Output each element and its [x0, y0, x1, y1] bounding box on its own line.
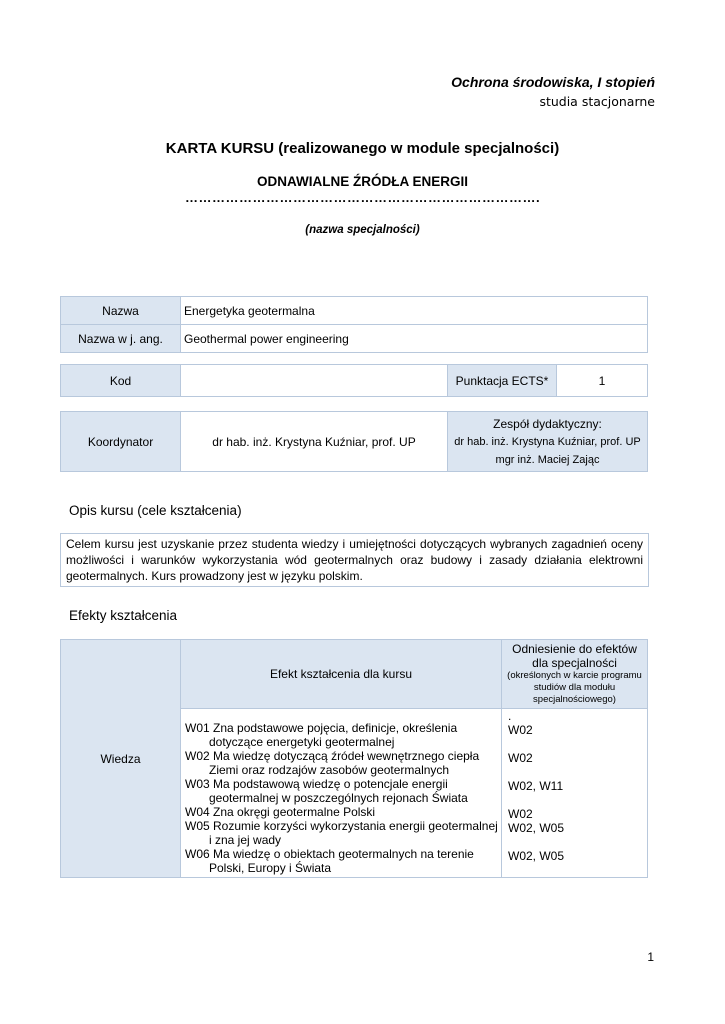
team-label: Zespół dydaktyczny: — [493, 416, 602, 431]
list-item: W03 Ma podstawową wiedzę o potencjale energii geotermalnej w poszczególnych rejonach Świata — [185, 777, 468, 805]
list-item: W06 Ma wiedzę o obiektach geotermalnych na terenie Polski, Europy i Świata — [185, 847, 474, 875]
reference-header-note: (określonych w karcie programu studiów dla modułu specjalnościowego) — [507, 670, 642, 705]
page-title: KARTA KURSU (realizowanego w module specjalności) — [165, 140, 560, 157]
outcomes-heading: Efekty kształcenia — [69, 608, 178, 623]
course-name-table — [60, 296, 648, 353]
study-mode: studia stacjonarne — [539, 94, 655, 109]
name-label: Nazwa — [61, 297, 181, 325]
page-number: 1 — [647, 950, 654, 964]
program-name: Ochrona środowiska, I stopień — [451, 74, 655, 90]
code-value — [181, 365, 448, 397]
reference-header-title: Odniesienie do efektów dla specjalności — [512, 642, 637, 670]
references-list — [502, 709, 648, 878]
coordinator-label: Koordynator — [61, 412, 181, 472]
list-item: W02, W05 — [508, 821, 565, 835]
category-label: Wiedza — [61, 640, 181, 878]
list-item: W02 Ma wiedzę dotyczącą źródeł wewnętrznego ciepła Ziemi oraz rodzajów zasobów geotermalnych — [185, 749, 480, 777]
list-item: W02 — [508, 723, 533, 737]
list-item: W05 Rozumie korzyści wykorzystania energii geotermalnej i zna jej wady — [185, 819, 498, 847]
name-value: Energetyka geotermalna — [181, 297, 648, 325]
team-member: mgr inż. Maciej Zając — [495, 453, 600, 466]
name-en-label: Nazwa w j. ang. — [61, 325, 181, 353]
list-item: W02 — [508, 807, 533, 821]
reference-column-header — [502, 640, 648, 709]
name-en-value: Geothermal power engineering — [181, 325, 648, 353]
ects-label: Punktacja ECTS* — [448, 365, 557, 397]
outcomes-table — [60, 639, 648, 878]
list-item: W02, W05 — [508, 849, 565, 863]
list-item: W01 Zna podstawowe pojęcia, definicje, określenia dotyczące energetyki geotermalnej — [185, 721, 458, 749]
reference-marker: . — [508, 709, 512, 723]
code-label: Kod — [61, 365, 181, 397]
coordinator-table — [60, 411, 648, 472]
effect-column-header: Efekt kształcenia dla kursu — [181, 640, 502, 709]
team-member: dr hab. inż. Krystyna Kuźniar, prof. UP — [454, 435, 641, 448]
specialization-dots: ……………………………………………………………………. — [184, 190, 541, 205]
effects-list — [181, 709, 502, 878]
list-item: W02, W11 — [508, 779, 564, 793]
description-text: Celem kursu jest uzyskanie przez studenta wiedzy i umiejętności dotyczących wybranych zagadnień oceny możliwości i warunków wykorzystania wód geotermalnych oraz budowy i zasady działania elektrowni geotermalnych. Kurs prowadzony jest w języku polskim. — [60, 533, 649, 587]
coordinator-value: dr hab. inż. Krystyna Kuźniar, prof. UP — [181, 412, 448, 472]
course-code-table — [60, 364, 648, 397]
specialization-label: (nazwa specjalności) — [305, 224, 420, 236]
list-item: W02 — [508, 751, 533, 765]
description-heading: Opis kursu (cele kształcenia) — [69, 503, 242, 518]
specialization-name: ODNAWIALNE ŹRÓDŁA ENERGII — [257, 174, 468, 189]
list-item: W04 Zna okręgi geotermalne Polski — [185, 805, 376, 819]
teaching-team — [448, 412, 648, 472]
ects-value: 1 — [557, 365, 648, 397]
